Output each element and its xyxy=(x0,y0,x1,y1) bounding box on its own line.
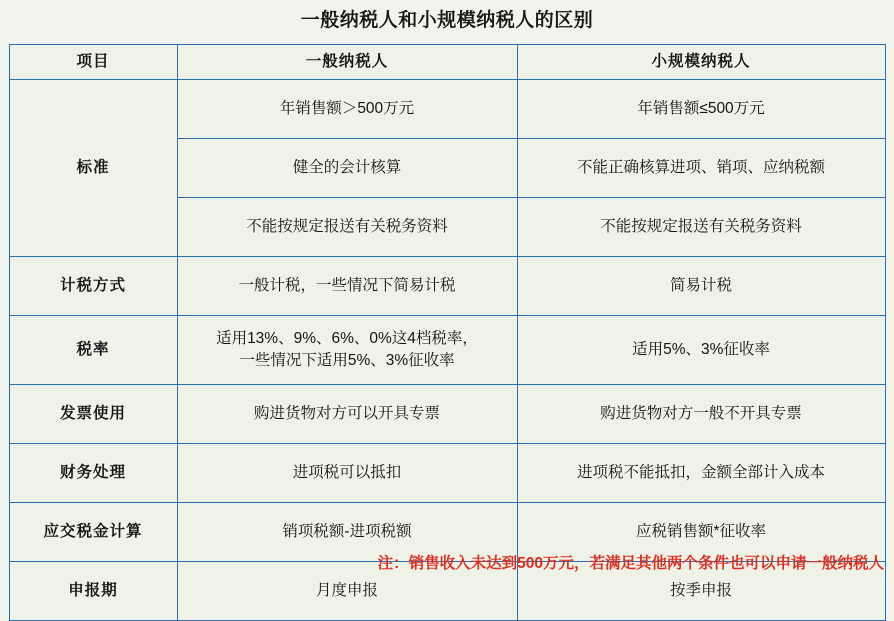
cell-tax-rate-small: 适用5%、3%征收率 xyxy=(517,316,885,385)
row-header-tax-rate: 税率 xyxy=(9,316,177,385)
cell-financial-general: 进项税可以抵扣 xyxy=(177,444,517,503)
table-header-row xyxy=(9,45,885,80)
cell-tax-rate-general-line1: 适用13%、9%、6%、0%这4档税率， xyxy=(216,330,478,347)
cell-tax-payable-general: 销项税额-进项税额 xyxy=(177,503,517,562)
cell-financial-small: 进项税不能抵扣，金额全部计入成本 xyxy=(517,444,885,503)
cell-standard-general-3: 不能按规定报送有关税务资料 xyxy=(177,198,517,257)
cell-tax-rate-general-line2: 一些情况下适用5%、3%征收率 xyxy=(239,352,455,369)
table-row xyxy=(9,80,885,139)
cell-tax-method-small: 简易计税 xyxy=(517,257,885,316)
table-row xyxy=(9,385,885,444)
cell-standard-general-2: 健全的会计核算 xyxy=(177,139,517,198)
table-row xyxy=(9,257,885,316)
table-row xyxy=(9,444,885,503)
cell-standard-small-2: 不能正确核算进项、销项、应纳税额 xyxy=(517,139,885,198)
cell-standard-general-1: 年销售额＞500万元 xyxy=(177,80,517,139)
cell-tax-payable-small: 应税销售额*征收率 xyxy=(517,503,885,562)
comparison-table xyxy=(9,44,886,621)
column-header-item: 项目 xyxy=(9,45,177,80)
cell-standard-small-1: 年销售额≤500万元 xyxy=(517,80,885,139)
footnote: 注：销售收入未达到500万元，若满足其他两个条件也可以申请一般纳税人 xyxy=(377,555,884,572)
row-header-tax-payable-calculation: 应交税金计算 xyxy=(9,503,177,562)
cell-tax-rate-general xyxy=(177,316,517,385)
row-header-standard: 标准 xyxy=(9,80,177,257)
page-title: 一般纳税人和小规模纳税人的区别 xyxy=(300,10,594,31)
row-header-tax-calculation-method: 计税方式 xyxy=(9,257,177,316)
cell-invoice-general: 购进货物对方可以开具专票 xyxy=(177,385,517,444)
table-row xyxy=(9,316,885,385)
column-header-small-scale-taxpayer: 小规模纳税人 xyxy=(517,45,885,80)
column-header-general-taxpayer: 一般纳税人 xyxy=(177,45,517,80)
cell-invoice-small: 购进货物对方一般不开具专票 xyxy=(517,385,885,444)
row-header-financial-handling: 财务处理 xyxy=(9,444,177,503)
cell-tax-method-general: 一般计税，一些情况下简易计税 xyxy=(177,257,517,316)
row-header-filing-period: 申报期 xyxy=(9,562,177,621)
cell-filing-small: 按季申报 xyxy=(517,562,885,621)
cell-filing-general: 月度申报 xyxy=(177,562,517,621)
row-header-invoice-usage: 发票使用 xyxy=(9,385,177,444)
cell-standard-small-3: 不能按规定报送有关税务资料 xyxy=(517,198,885,257)
